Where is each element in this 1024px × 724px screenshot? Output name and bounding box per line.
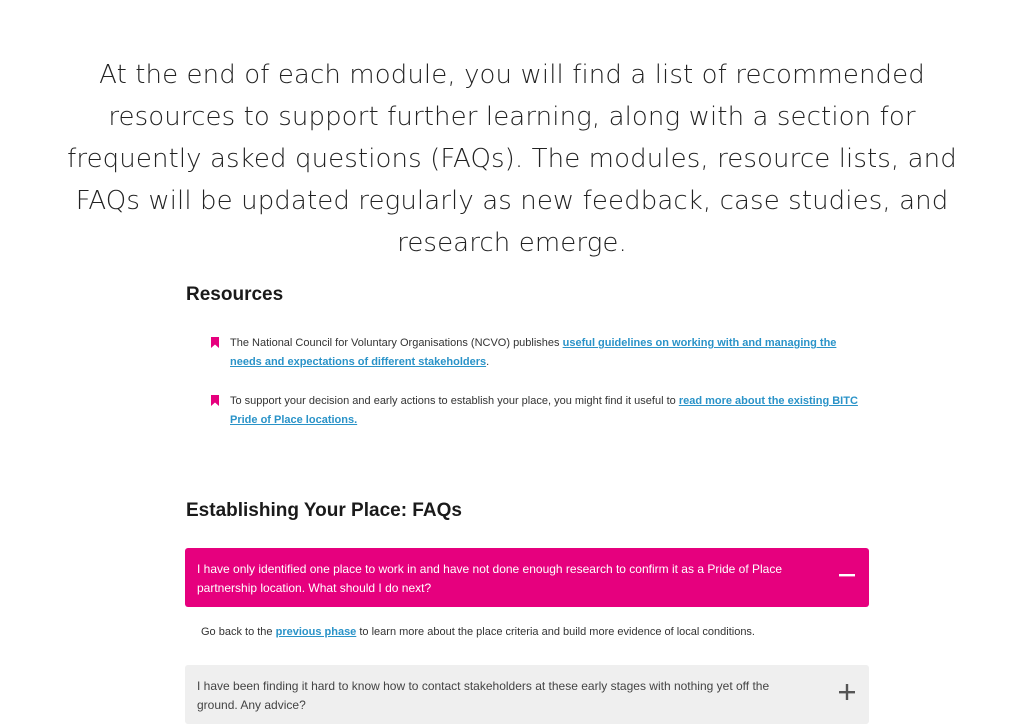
resource-text: The National Council for Voluntary Organisations (NCVO) publishes [230,337,563,349]
minus-icon[interactable] [838,566,856,584]
faq-question: I have been finding it hard to know how to contact stakeholders at these early stages with nothing yet off the ground. Any advice? [197,679,770,712]
faq-answer: Go back to the previous phase to learn more about the place criteria and build more evidence of local conditions. [201,626,755,638]
resources-heading: Resources [186,284,284,305]
faq-item-collapsed[interactable] [185,665,869,724]
bookmark-icon [211,395,219,406]
intro-paragraph: At the end of each module, you will find a list of recommended resources to support further learning, along with a section for frequently asked questions (FAQs). The modules, resource lists, and FAQs will be updated regularly as new feedback, case studies, and research emerge. [67,60,957,258]
resource-text-end: . [486,356,490,368]
bitc-locations-link[interactable]: read more about the existing BITC Pride of Place locations. [230,395,858,426]
previous-phase-link[interactable]: previous phase [275,626,357,638]
resource-item [211,334,871,372]
faq-question: I have only identified one place to work in and have not done enough research to confirm it as a Pride of Place partnership location. What should I do next? [197,562,783,595]
plus-icon[interactable] [838,683,856,701]
faq-item-expanded[interactable] [185,548,869,607]
resource-item [211,392,871,430]
faq-heading: Establishing Your Place: FAQs [186,500,462,521]
module-screenshot [184,278,874,724]
resource-text: To support your decision and early actions to establish your place, you might find it useful to [230,395,679,407]
bookmark-icon [211,337,219,348]
ncvo-guidelines-link[interactable]: useful guidelines on working with and managing the needs and expectations of different stakeholders [230,337,837,368]
